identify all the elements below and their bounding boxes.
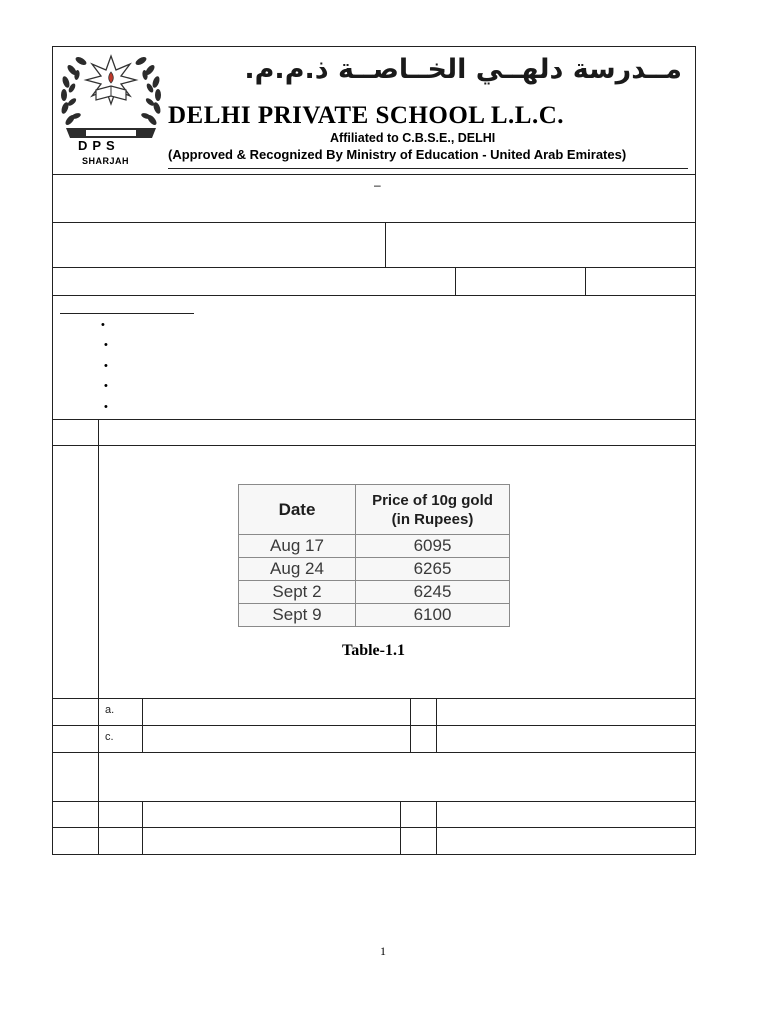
row-line-10 bbox=[52, 801, 696, 802]
row-line-1 bbox=[52, 174, 696, 175]
instruction-bullet: • bbox=[104, 380, 108, 392]
title-dash: – bbox=[374, 178, 381, 192]
school-name: DELHI PRIVATE SCHOOL L.L.C. bbox=[168, 102, 565, 129]
table-header-price-line2: (in Rupees) bbox=[391, 510, 474, 528]
table-header-price-line1: Price of 10g gold bbox=[372, 491, 493, 509]
header-top-border bbox=[52, 46, 696, 47]
table-row bbox=[239, 604, 510, 627]
table-cell-price: 6265 bbox=[356, 558, 510, 581]
row-line-9 bbox=[52, 752, 696, 753]
laurel-emblem-icon bbox=[56, 50, 166, 142]
row-line-11 bbox=[52, 827, 696, 828]
row-line-12 bbox=[52, 854, 696, 855]
logo-subtext: SHARJAH bbox=[82, 156, 130, 166]
instructions-underline bbox=[60, 313, 194, 314]
table-cell-date: Sept 2 bbox=[239, 581, 356, 604]
name-divider bbox=[385, 222, 386, 267]
school-logo bbox=[56, 50, 166, 174]
page-number: 1 bbox=[380, 944, 386, 958]
logo-text: DPS bbox=[78, 138, 120, 153]
table-cell-date: Aug 24 bbox=[239, 558, 356, 581]
instruction-bullet: • bbox=[104, 401, 108, 413]
table-row bbox=[239, 535, 510, 558]
outer-right-border bbox=[695, 46, 696, 854]
row-line-2 bbox=[52, 222, 696, 223]
approval-text: (Approved & Recognized By Ministry of Education - United Arab Emirates) bbox=[168, 147, 627, 162]
row-line-6 bbox=[52, 445, 696, 446]
outer-left-border bbox=[52, 46, 53, 854]
instruction-bullet: • bbox=[104, 360, 108, 372]
gold-price-table bbox=[238, 484, 510, 627]
question-number-column bbox=[98, 419, 99, 854]
row-line-4 bbox=[52, 295, 696, 296]
header-rule bbox=[168, 168, 688, 169]
table-cell-price: 6095 bbox=[356, 535, 510, 558]
school-name-arabic: مــدرسة دلهــي الخــاصــة ذ.م.م. bbox=[244, 54, 682, 85]
table-cell-date: Sept 9 bbox=[239, 604, 356, 627]
option-c-label: c. bbox=[105, 731, 114, 743]
row-line-5 bbox=[52, 419, 696, 420]
instruction-bullet: • bbox=[101, 319, 105, 331]
row-line-8 bbox=[52, 725, 696, 726]
table-cell-price: 6245 bbox=[356, 581, 510, 604]
row-line-7 bbox=[52, 698, 696, 699]
table-row bbox=[239, 558, 510, 581]
instruction-bullet: • bbox=[104, 339, 108, 351]
table-header-price bbox=[356, 485, 510, 535]
table-header-date: Date bbox=[239, 485, 356, 535]
info-divider-1 bbox=[455, 267, 456, 295]
info-divider-2 bbox=[585, 267, 586, 295]
row-line-3 bbox=[52, 267, 696, 268]
table-row bbox=[239, 581, 510, 604]
affiliation-text: Affiliated to C.B.S.E., DELHI bbox=[330, 131, 496, 145]
option-a-label: a. bbox=[105, 704, 115, 716]
table-cell-date: Aug 17 bbox=[239, 535, 356, 558]
table-caption: Table-1.1 bbox=[342, 642, 405, 659]
table-cell-price: 6100 bbox=[356, 604, 510, 627]
